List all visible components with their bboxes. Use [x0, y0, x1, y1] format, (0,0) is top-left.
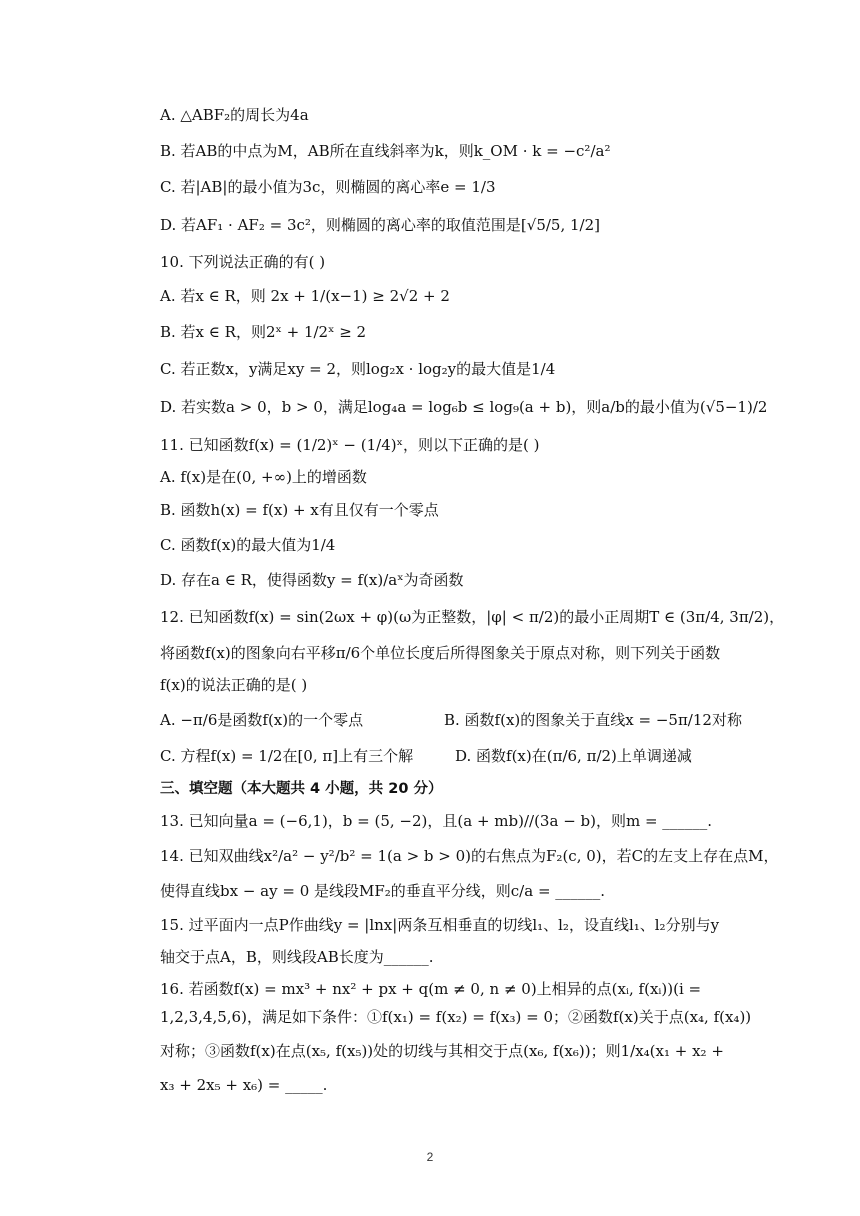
q14-line2: 使得直线bx − ay = 0 是线段MF₂的垂直平分线，则c/a = ______.: [160, 882, 606, 900]
q14-line1: 14. 已知双曲线x²/a² − y²/b² = 1(a > b > 0)的右焦点为F₂(c, 0)，若C的左支上存在点M，: [160, 847, 779, 865]
q16-line2: 1,2,3,4,5,6)，满足如下条件：①f(x₁) = f(x₂) = f(x₃) = 0；②函数f(x)关于点(x₄, f(x₄)): [160, 1008, 752, 1026]
q10-option-b: B. 若x ∈ R，则2ˣ + 1/2ˣ ≥ 2: [160, 323, 367, 341]
section-heading-fill-in: 三、填空题（本大题共 4 小题，共 20 分）: [160, 781, 443, 797]
q12-stem-line1: 12. 已知函数f(x) = sin(2ωx + φ)(ω为正整数，|φ| < π/2)的最小正周期T ∈ (3π/4, 3π/2)，: [160, 608, 785, 626]
q10-stem: 10. 下列说法正确的有( ): [160, 253, 326, 271]
q11-stem: 11. 已知函数f(x) = (1/2)ˣ − (1/4)ˣ，则以下正确的是( ): [160, 436, 540, 454]
q16-line3: 对称；③函数f(x)在点(x₅, f(x₅))处的切线与其相交于点(x₆, f(x₆))；则1/x₄(x₁ + x₂ +: [160, 1042, 724, 1060]
q11-option-b: B. 函数h(x) = f(x) + x有且仅有一个零点: [160, 501, 439, 519]
q16-line4: x₃ + 2x₅ + x₆) = _____.: [160, 1076, 328, 1094]
q9-option-c: C. 若|AB|的最小值为3c，则椭圆的离心率e = 1/3: [160, 178, 496, 196]
q15-line2: 轴交于点A，B，则线段AB长度为______.: [160, 948, 434, 966]
q15-line1: 15. 过平面内一点P作曲线y = |lnx|两条互相垂直的切线l₁、l₂，设直线l₁、l₂分别与y: [160, 916, 720, 934]
q16-line1: 16. 若函数f(x) = mx³ + nx² + px + q(m ≠ 0, n ≠ 0)上相异的点(xᵢ, f(xᵢ))(i =: [160, 980, 702, 998]
page-number: 2: [426, 1150, 434, 1164]
q11-option-c: C. 函数f(x)的最大值为1/4: [160, 536, 336, 554]
q9-option-a: A. △ABF₂的周长为4a: [160, 106, 309, 124]
q11-option-a: A. f(x)是在(0, +∞)上的增函数: [160, 468, 367, 486]
q11-option-d: D. 存在a ∈ R，使得函数y = f(x)/aˣ为奇函数: [160, 571, 464, 589]
q12-option-a: A. −π/6是函数f(x)的一个零点: [160, 711, 364, 729]
q12-stem-line3: f(x)的说法正确的是( ): [160, 676, 308, 694]
q10-option-a: A. 若x ∈ R，则 2x + 1/(x−1) ≥ 2√2 + 2: [160, 287, 450, 305]
q9-option-b: B. 若AB的中点为M，AB所在直线斜率为k，则k_OM · k = −c²/a²: [160, 142, 611, 160]
q12-option-d: D. 函数f(x)在(π/6, π/2)上单调递减: [455, 747, 692, 765]
q10-option-c: C. 若正数x，y满足xy = 2，则log₂x · log₂y的最大值是1/4: [160, 360, 556, 378]
q9-option-d: D. 若AF₁ · AF₂ = 3c²，则椭圆的离心率的取值范围是[√5/5, 1/2]: [160, 216, 600, 234]
q12-stem-line2: 将函数f(x)的图象向右平移π/6个单位长度后所得图象关于原点对称，则下列关于函数: [160, 644, 721, 662]
q10-option-d: D. 若实数a > 0，b > 0，满足log₄a = log₆b ≤ log₉(a + b)，则a/b的最小值为(√5−1)/2: [160, 398, 768, 416]
q12-option-b: B. 函数f(x)的图象关于直线x = −5π/12对称: [444, 711, 742, 729]
q13-line: 13. 已知向量a = (−6,1)，b = (5, −2)，且(a + mb)//(3a − b)，则m = ______.: [160, 812, 713, 830]
q12-option-c: C. 方程f(x) = 1/2在[0, π]上有三个解: [160, 747, 414, 765]
